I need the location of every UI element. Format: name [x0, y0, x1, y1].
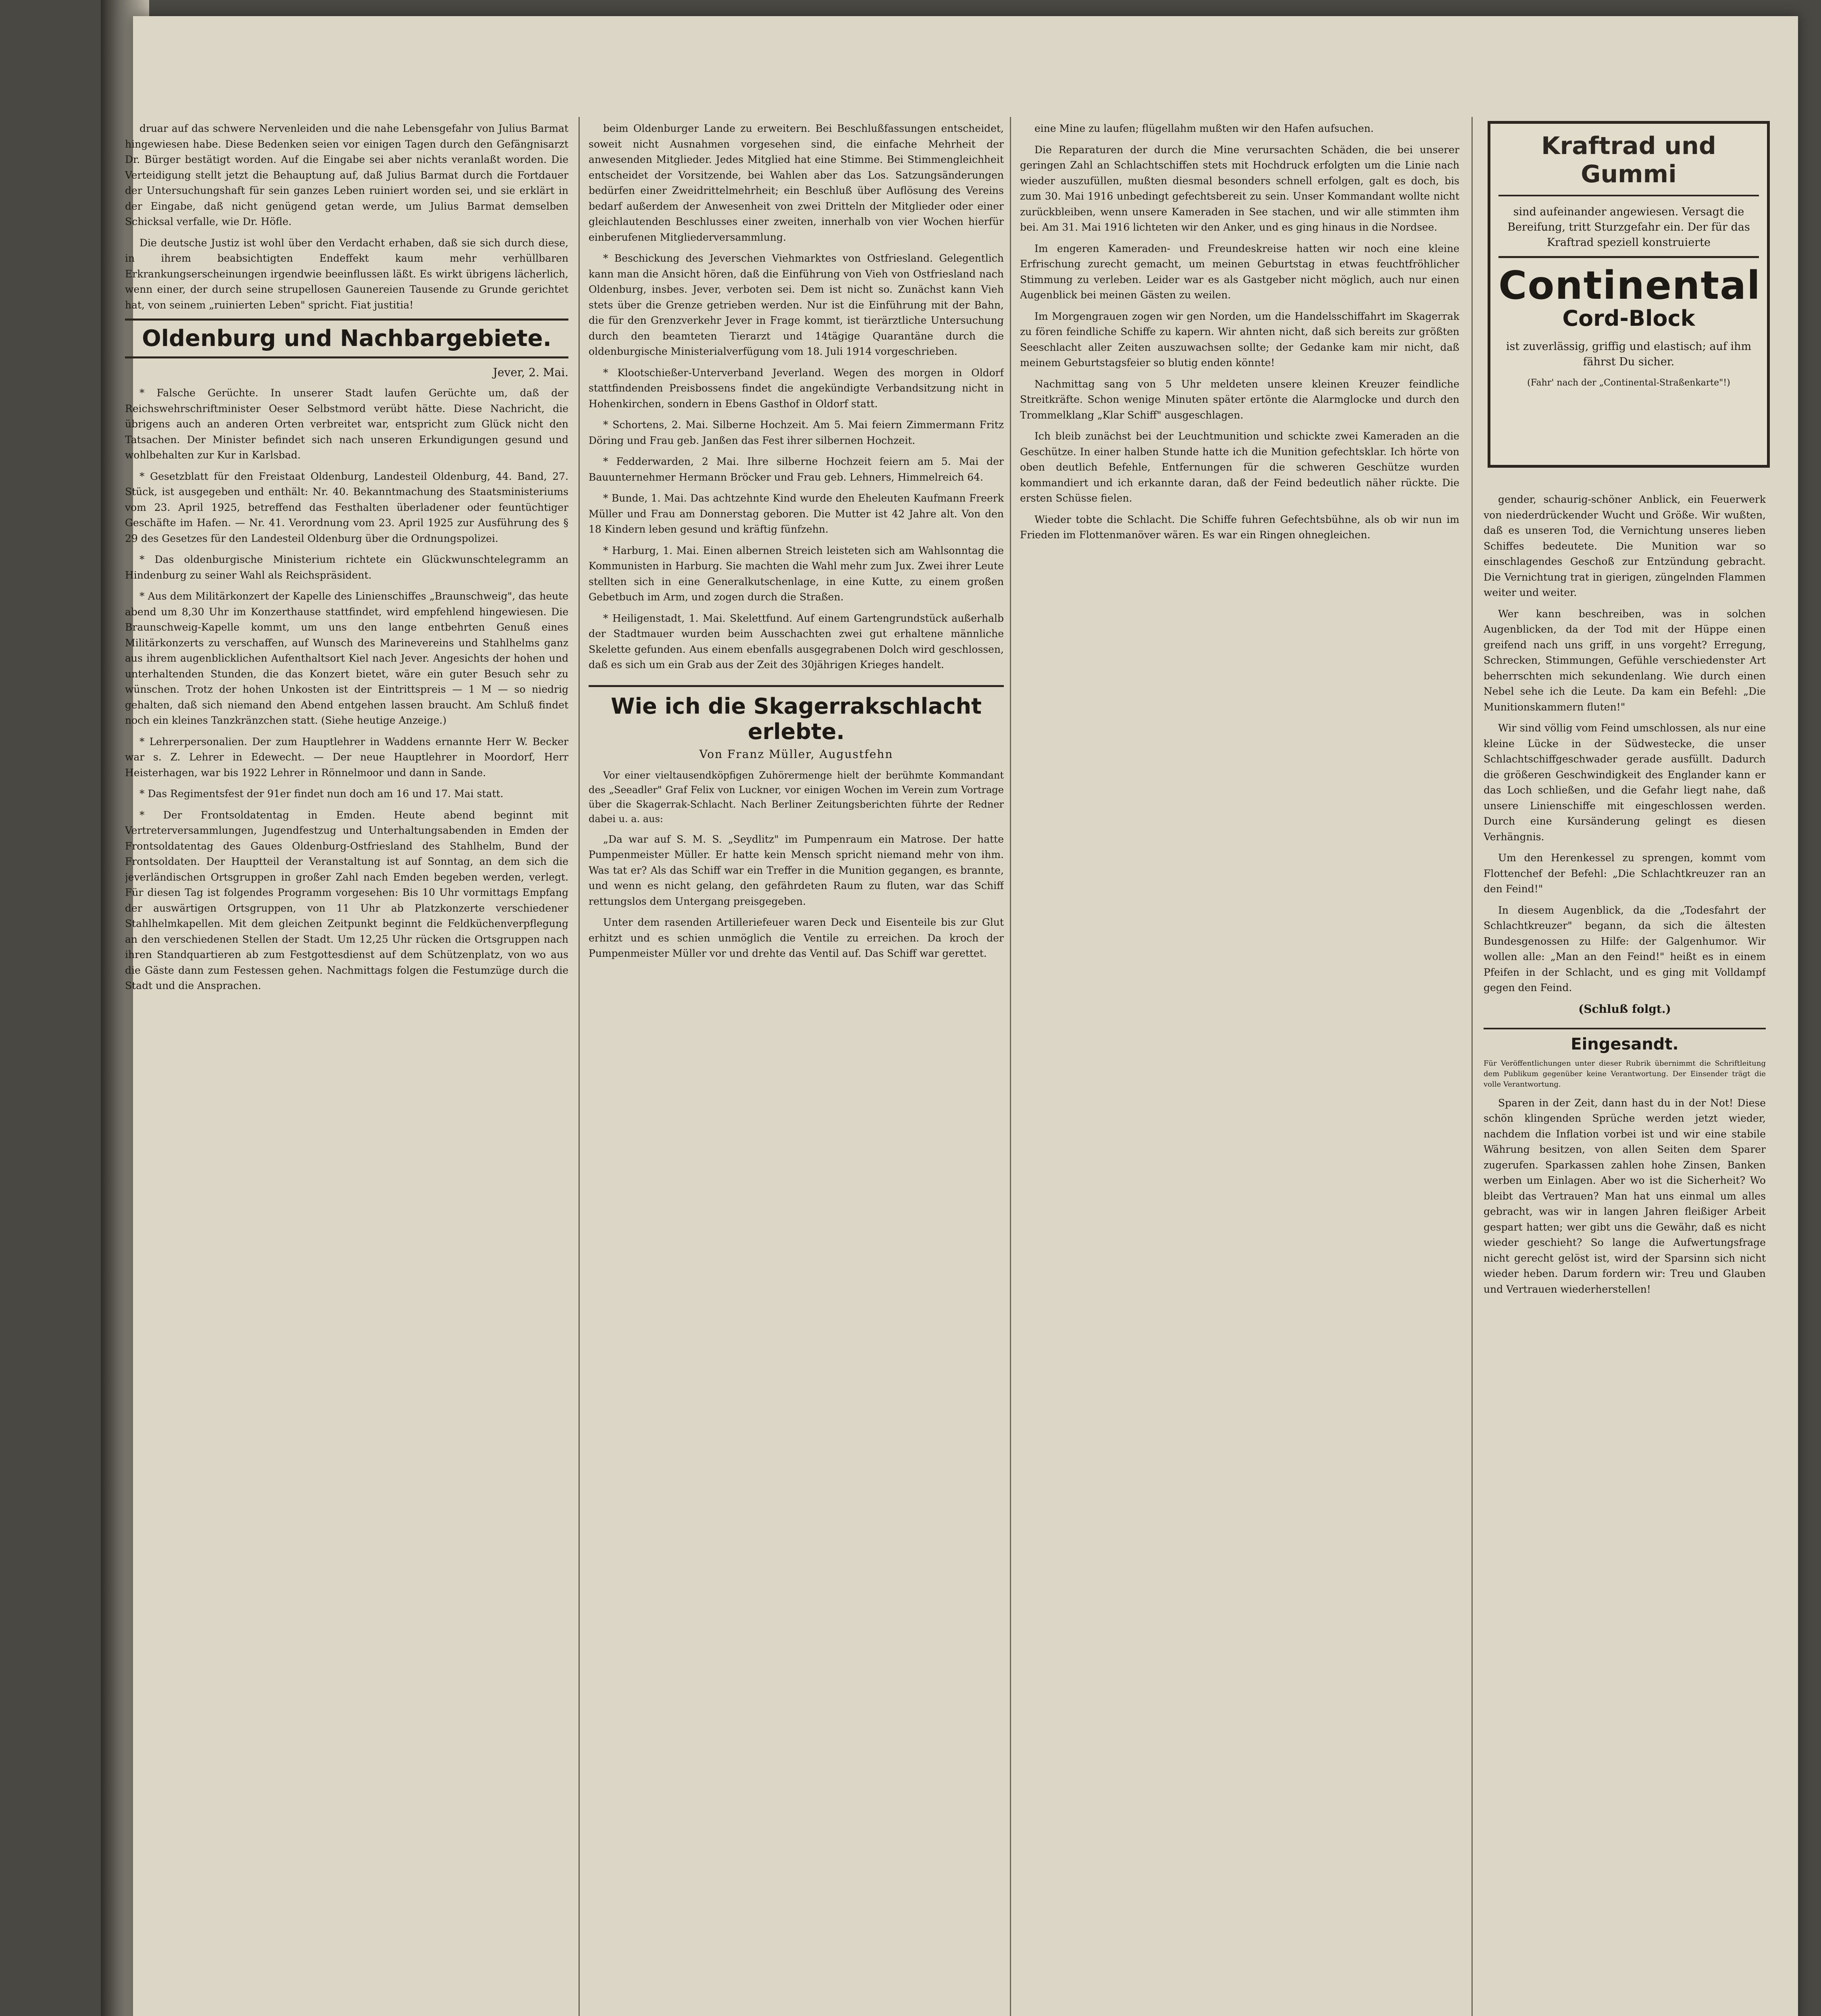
- news-item: * Lehrerpersonalien. Der zum Hauptlehrer in Waddens ernannte Herr W. Becker war s. Z. Lehrer in Edewecht. — Der neue Hauptlehrer in Moordorf, Herr Heisterhagen, war bis 1922 Lehrer in Rönnelmoor und dann in Sande.: [125, 735, 568, 779]
- feature-text: Um den Herenkessel zu sprengen, kommt vom Flottenchef der Befehl: „Die Schlachtkreuzer ran an den Feind!": [1484, 852, 1766, 895]
- feature-text: Ich bleib zunächst bei der Leuchtmunition und schickte zwei Kameraden an die Geschütze. In einer halben Stunde hatte ich die Munition gefechtsklar. Ich hörte von oben deutlich Befehle, Entfernungen für die schweren Geschütze wurden kommandiert und ich erkannte daran, daß der Feind bedeutlich näher rückte. Die ersten Schüsse fielen.: [1020, 430, 1459, 504]
- column-3: [1020, 121, 1459, 2016]
- feature-text: Unter dem rasenden Artilleriefeuer waren Deck und Eisenteile bis zur Glut erhitzt und es schien unmöglich die Ventile zu erreichen. Da kroch der Pumpenmeister Müller vor und drehte das Ventil auf. Das Schiff war gerettet.: [589, 916, 1004, 959]
- column-rule: [579, 117, 580, 2016]
- feature-lead: Vor einer vieltausendköpfigen Zuhörermenge hielt der berühmte Kommandant des „Seeadler" Graf Felix von Luckner, vor einigen Wochen im Verein zum Vortrage über die Skagerrak-Schlacht. Nach Berliner Zeitungsberichten führte der Redner dabei u. a. aus:: [589, 769, 1004, 825]
- feature-text: Wir sind völlig vom Feind umschlossen, als nur eine kleine Lücke in der Südwestecke, die unser Schlachtschiffgeschwader gerade ausfüllt. Dadurch die größeren Geschwindigkeit des Englander kann er das Loch schließen, und die Gefahr liegt nahe, daß unsere Linienschiffe mit eingeschlossen werden. Durch eine Kursänderung gelingt es diesen Verhängnis.: [1484, 722, 1766, 843]
- news-item: * Fedderwarden, 2 Mai. Ihre silberne Hochzeit feiern am 5. Mai der Bauunternehmer Hermann Bröcker und Frau geb. Lehners, Himmelreich 64.: [589, 456, 1004, 483]
- news-item: * Der Frontsoldatentag in Emden. Heute abend beginnt mit Vertreterversammlungen, Jugendfestzug und Unterhaltungsabenden in Emden der Frontsoldatentag des Gaues Oldenburg-Ostfriesland des Stahlhelm, Bund der Frontsoldaten. Der Hauptteil der Veranstaltung ist auf Sonntag, an dem sich die jeverländischen Ortsgruppen in großer Zahl nach Emden begeben werden, verlegt. Für diesen Tag ist folgendes Programm vorgesehen: Bis 10 Uhr vormittags Empfang der auswärtigen Ortsgruppen, von 11 Uhr ab Platzkonzerte verschiedener Stahlhelmkapellen. Mit dem gleichen Zeitpunkt beginnt die Feldküchenverpflegung an den verschiedenen Stellen der Stadt. Um 12,25 Uhr rücken die Ortsgruppen nach ihren Standquartieren ab zum Festgottesdienst auf dem Schützenplatz, von wo aus die Gäste dann zum Festessen gehen. Nachmittags folgen die Festumzüge durch die Stadt und die Ansprachen.: [125, 809, 568, 991]
- ad-claim: ist zuverlässig, griffig und elastisch; auf ihm fährst Du sicher.: [1506, 340, 1752, 368]
- to-be-continued: (Schluß folgt.): [1578, 1002, 1671, 1016]
- news-item: * Gesetzblatt für den Freistaat Oldenburg, Landesteil Oldenburg, 44. Band, 27. Stück, ist ausgegeben und enthält: Nr. 40. Bekanntmachung des Staatsministeriums vom 23. April 1925, betreffend das Festhalten überladener oder feuntüchtiger Geschäfte im Hafen. — Nr. 41. Verordnung vom 23. April 1925 zur Ausführung des § 29 des Gesetzes für den Landesteil Oldenburg über die Ordnungspolizei.: [125, 470, 568, 544]
- feature-text: eine Mine zu laufen; flügellahm mußten wir den Hafen aufsuchen.: [1034, 123, 1374, 134]
- feature-text: Wer kann beschreiben, was in solchen Augenblicken, da der Tod mit der Hüppe einen greifend nach uns griff, in uns vorgeht? Erregung, Schrecken, Stimmungen, Gefühle verschiedenster Art beherrschten mich sekundenlang. Wie durch einen Nebel sehe ich die Leute. Da kam ein Befehl: „Die Munitionskammern fluten!": [1484, 608, 1766, 713]
- section-heading: Oldenburg und Nachbargebiete.: [125, 319, 568, 358]
- news-item: * Das oldenburgische Ministerium richtete ein Glückwunschtelegramm an Hindenburg zu seiner Wahl als Reichspräsident.: [125, 554, 568, 581]
- feature-text: Wieder tobte die Schlacht. Die Schiffe fuhren Gefechtsbühne, als ob wir nun im Frieden im Flottenmanöver wären. Es war ein Ringen ohnegleichen.: [1020, 513, 1459, 541]
- brand-logo: Continental: [1498, 256, 1759, 306]
- feature-text: gender, schaurig-schöner Anblick, ein Feuerwerk von niederdrückender Wucht und Größe. Wir wußten, daß es unseren Tod, die Vernichtung unseres lieben Schiffes bedeutete. Die Munition war so einschlagendes Geschoß zur Entzündung gebracht. Die Vernichtung trat in gierigen, züngelnden Flammen weiter und weiter.: [1484, 494, 1766, 598]
- news-item: * Harburg, 1. Mai. Einen albernen Streich leisteten sich am Wahlsonntag die Kommunisten in Harburg. Sie machten die Wahl mehr zum Jux. Zwei ihrer Leute stellten sich in eine Generalkutschenlage, in eine Kutte, zu einem großen Gebetbuch im Arm, und zogen durch die Straßen.: [589, 544, 1004, 603]
- byline: Von Franz Müller, Augustfehn: [699, 747, 893, 761]
- news-item: * Heiligenstadt, 1. Mai. Skelettfund. Auf einem Gartengrundstück außerhalb der Stadtmauer wurden beim Ausschachten zwei gut erhaltene männliche Skelette gefunden. Aus einem ebenfalls ausgegrabenen Dolch wird geschlossen, daß es sich um ein Grab aus der Zeit des 30jährigen Krieges handelt.: [589, 612, 1004, 671]
- column-1: [125, 121, 568, 2016]
- news-item: * Bunde, 1. Mai. Das achtzehnte Kind wurde den Eheleuten Kaufmann Freerk Müller und Frau am Donnerstag geboren. Die Mutter ist 42 Jahre alt. Von den 18 Kindern leben gesund und kräftig fünfzehn.: [589, 492, 1004, 535]
- news-item: * Aus dem Militärkonzert der Kapelle des Linienschiffes „Braunschweig", das heute abend um 8,30 Uhr im Konzerthause stattfindet, wird empfehlend hingewiesen. Die Braunschweig-Kapelle kommt, um uns den lange entbehrten Genuß eines Militärkonzerts zu verschaffen, auf Wunsch des Marinevereins und Stahlhelms ganz aus ihrem augenblicklichen Aufenthaltsort Kiel nach Jever. Angesichts der hohen und unterhaltenden Stunden, die das Konzert bietet, wäre ein guter Besuch sehr zu wünschen. Trotz der hohen Unkosten ist der Eintrittspreis — 1 M — so niedrig gehalten, daß sich niemand den Abend entgehen lassen braucht. Am Schluß findet noch ein kleines Tanzkränzchen statt. (Siehe heutige Anzeige.): [125, 590, 568, 726]
- news-item: * Klootschießer-Unterverband Jeverland. Wegen des morgen in Oldorf stattfindenden Preisbossens findet die angekündigte Verbandsitzung nicht in Hohenkirchen, sondern in Ebens Gasthof in Oldorf statt.: [589, 367, 1004, 410]
- ad-text: sind aufeinander angewiesen. Versagt die Bereifung, tritt Sturzgefahr ein. Der für das Kraftrad speziell konstruierte: [1507, 206, 1750, 249]
- news-item: beim Oldenburger Lande zu erweitern. Bei Beschlußfassungen entscheidet, soweit nicht Ausnahmen vorgesehen sind, die einfache Mehrheit der anwesenden Mitglieder. Jedes Mitglied hat eine Stimme. Bei Stimmengleichheit entscheidet der Vorsitzende, bei Wahlen aber das Los. Satzungsänderungen bedürfen einer Zweidrittelmehrheit; ein Beschluß über Auflösung des Vereins bedarf außerdem der Anwesenheit von zwei Dritteln der Mitglieder oder einer gleichlautenden Beschlusses einer zweiten, innerhalb von vier Wochen hierfür einberufenen Mitgliederversammlung.: [589, 123, 1004, 243]
- letter-text: Sparen in der Zeit, dann hast du in der Not! Diese schön klingenden Sprüche werden jetzt wieder, nachdem die Inflation vorbei ist und wir eine stabile Währung besitzen, von allen Seiten dem Sparer zugerufen. Sparkassen zahlen hohe Zinsen, Banken werben um Einlagen. Aber wo ist die Sicherheit? Wo bleibt das Vertrauen? Man hat uns einmal um alles gebracht, was wir in langen Jahren fleißiger Arbeit gespart hatten; wer gibt uns die Gewähr, daß es nicht wieder geschieht? So lange die Aufwertungsfrage nicht gerecht gelöst ist, wird der Sparsinn sich nicht wieder heben. Darum fordern wir: Treu und Glauben und Vertrauen wiederherstellen!: [1484, 1097, 1766, 1295]
- column-2: [589, 121, 1004, 2016]
- column-rule: [1010, 117, 1011, 2016]
- column-rule: [1471, 117, 1473, 2016]
- news-item: * Das Regimentsfest der 91er findet nun doch am 16 und 17. Mai statt.: [139, 788, 504, 800]
- article-text: Die deutsche Justiz ist wohl über den Verdacht erhaben, daß sie sich durch diese, in ihrem beabsichtigten Endeffekt kaum mehr verhüllbaren Erkrankungserscheinungen irgendwie beeinflussen läßt. Es wirkt übrigens lächerlich, wenn einer, der durch seine strupellosen Gaunereien Tausende zu Grunde gerichtet hat, von seinem „ruinierten Leben" spricht. Fiat justitia!: [125, 237, 568, 311]
- continental-advertisement: [1488, 121, 1770, 468]
- news-item: * Schortens, 2. Mai. Silberne Hochzeit. Am 5. Mai feiern Zimmermann Fritz Döring und Frau geb. Janßen das Fest ihrer silbernen Hochzeit.: [589, 419, 1004, 446]
- feature-title: Wie ich die Skagerrakschlacht erlebte.: [589, 685, 1004, 744]
- ad-headline: Kraftrad und Gummi: [1498, 132, 1759, 196]
- disclaimer: Für Veröffentlichungen unter dieser Rubrik übernimmt die Schriftleitung dem Publikum gegenüber keine Verantwortung. Der Einsender trägt die volle Verantwortung.: [1484, 1059, 1766, 1089]
- feature-text: Im Morgengrauen zogen wir gen Norden, um die Handelsschiffahrt im Skagerrak zu fören feindliche Schiffe zu kapern. Wir ahnten nicht, daß sich bereits zur größten Seeschlacht aller Zeiten auszuwachsen sollte; der Gedanke kam mir nicht, daß meinem Geburtstagsfeier so blutig enden könnte!: [1020, 310, 1459, 369]
- news-item: * Falsche Gerüchte. In unserer Stadt laufen Gerüchte um, daß der Reichswehrschriftminister Oeser Selbstmord verübt hätte. Diese Nachricht, die übrigens auch an anderen Orten verbreitet war, entspricht zum Glück nicht den Tatsachen. Der Minister befindet sich nach unseren Erkundigungen gesund und wohlbehalten zur Kur in Karlsbad.: [125, 387, 568, 461]
- product-name: Cord-Block: [1562, 306, 1695, 331]
- feature-text: „Da war auf S. M. S. „Seydlitz" im Pumpenraum ein Matrose. Der hatte Pumpenmeister Müller. Er hatte kein Mensch spricht niemand mehr von ihm. Was tat er? Als das Schiff war ein Treffer in die Munition gegangen, es brannte, und wenn es nicht gelang, den gefährdeten Raum zu fluten, war das Schiff rettungslos dem Untergang preisgegeben.: [589, 833, 1004, 907]
- dateline: Jever, 2. Mai.: [493, 366, 568, 379]
- column-4: [1484, 492, 1766, 2016]
- article-text: druar auf das schwere Nervenleiden und die nahe Lebensgefahr von Julius Barmat hingewiesen habe. Diese Bedenken seien vor einigen Tagen durch den Gefängnisarzt Dr. Bürger bestätigt worden. Auf die Eingabe sei aber nichts veranlaßt worden. Die Verteidigung stellt jetzt die Behauptung auf, daß Julius Barmat durch die Fortdauer der Untersuchungshaft für sein ganzes Leben ruiniert worden sei, und sie erklärt in der Eingabe, daß nicht genügend getan werde, um Julius Barmat demselben Schicksal verfalle, wie Dr. Höfle.: [125, 123, 568, 227]
- feature-text: Die Reparaturen der durch die Mine verursachten Schäden, die bei unserer geringen Zahl an Schlachtschiffen stets mit Hochdruck erfolgten um die Linie nach wieder auszufüllen, mußten diesmal besonders schnell erfolgen, galt es doch, bis zum 30. Mai 1916 unbedingt gefechtsbereit zu sein. Unser Kommandant wollte nicht zurückbleiben, wenn unsere Kameraden in See stachen, und wir alle stimmten ihm bei. Am 31. Mai 1916 lichteten wir den Anker, und es ging hinaus in die Nordsee.: [1020, 144, 1459, 233]
- feature-text: Im engeren Kameraden- und Freundeskreise hatten wir noch eine kleine Erfrischung zurecht gemacht, um meinen Geburtstag in etwas feuchtfröhlicher Stimmung zu verleben. Leider war es als Gastgeber nicht möglich, auch nur einen Augenblick bei meinen Gästen zu weilen.: [1020, 242, 1459, 301]
- feature-text: In diesem Augenblick, da die „Todesfahrt der Schlachtkreuzer" begann, da sich die ältesten Bundesgenossen zu Hilfe: der Galgenhumor. Wir wollen alle: „Man an den Feind!" heißt es in einem Pfeifen in der Schlacht, und es ging mit Volldampf gegen den Feind.: [1484, 904, 1766, 993]
- ad-note: (Fahr' nach der „Continental-Straßenkarte"!): [1527, 378, 1730, 388]
- news-item: * Beschickung des Jeverschen Viehmarktes von Ostfriesland. Gelegentlich kann man die Ansicht hören, daß die Einführung von Vieh von Ostfriesland nach Oldenburg, insbes. Jever, verboten sei. Dem ist nicht so. Zunächst kann Vieh stets über die Grenze getrieben werden. Nur ist die Einführung mit der Bahn, die für den Grenzverkehr Jever in Frage kommt, ist tierärztliche Untersuchung durch den beamteten Tierarzt und 14tägige Quarantäne durch die oldenburgische Ministerialverfügung vom 18. Juli 1914 vorgeschrieben.: [589, 252, 1004, 357]
- eingesandt-heading: Eingesandt.: [1484, 1028, 1766, 1054]
- feature-text: Nachmittag sang von 5 Uhr meldeten unsere kleinen Kreuzer feindliche Streitkräfte. Schon wenige Minuten später ertönte die Alarmglocke und durch den Trommelklang „Klar Schiff" ausgeschlagen.: [1020, 378, 1459, 421]
